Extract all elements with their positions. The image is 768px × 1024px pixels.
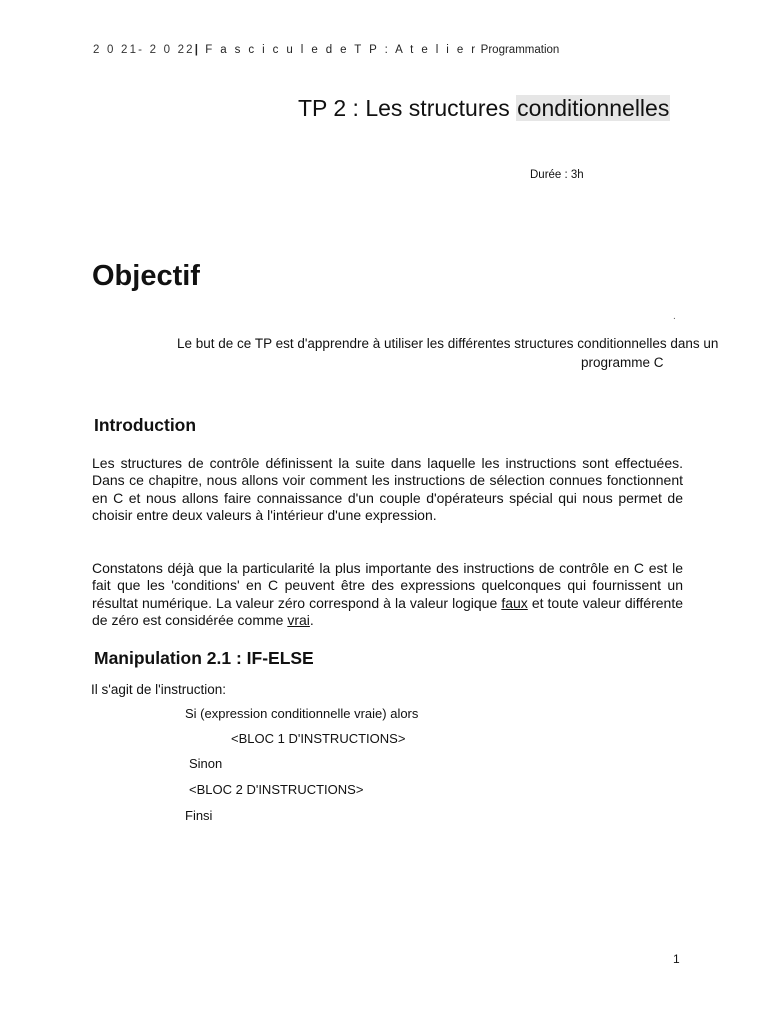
header-separator: |: [194, 44, 198, 56]
running-header: [93, 44, 559, 56]
introduction-paragraph-2: [92, 560, 683, 629]
objective-text-line2: programme C: [581, 355, 664, 370]
page-title: [298, 95, 670, 122]
paragraph2-text-b: et toute valeur différente de zéro est considérée comme: [92, 594, 684, 628]
pseudocode-line-finsi: Finsi: [185, 808, 213, 823]
manipulation-heading: Manipulation 2.1 : IF-ELSE: [94, 648, 314, 668]
introduction-heading: Introduction: [94, 415, 197, 435]
pseudocode-line-si: Si (expression conditionnelle vraie) alors: [185, 706, 419, 721]
objective-dot: .: [673, 311, 676, 322]
paragraph2-text-c: .: [309, 611, 314, 628]
header-year: 2 0 21- 2 0 22: [93, 44, 195, 56]
introduction-paragraph-1: Les structures de contrôle définissent la suite dans laquelle les instructions sont effectuées. Dans ce chapitre, nous allons voir comment les instructions de sélection connues fonctionnent en C et nous allons faire connaissance d'un couple d'opérateurs spécial qui nous permet de choisir entre deux valeurs à l'intérieur d'une expression.: [92, 455, 683, 523]
page-title-prefix: TP 2 : Les structures: [298, 95, 510, 121]
objective-text-line1: Le but de ce TP est d'apprendre à utiliser les différentes structures conditionnelles dans un: [177, 336, 719, 351]
pseudocode-line-bloc2: <BLOC 2 D'INSTRUCTIONS>: [189, 782, 364, 797]
paragraph2-text-a: Constatons déjà que la particularité la plus importante des instructions de contrôle en C est le fait que les 'conditions' en C peuvent être des expressions quelconques qui fournissent un résultat numérique. La valeur zéro correspond à la valeur logique: [92, 560, 683, 611]
page-title-highlight: conditionnelles: [517, 95, 670, 121]
manipulation-intro: Il s'agit de l'instruction:: [91, 682, 226, 697]
faux-underlined: faux: [501, 594, 528, 611]
duration-label: Durée : 3h: [530, 169, 584, 181]
pseudocode-line-bloc1: <BLOC 1 D'INSTRUCTIONS>: [231, 731, 406, 746]
pseudocode-line-sinon: Sinon: [189, 756, 223, 771]
header-title-rest: Programmation: [480, 44, 560, 56]
vrai-underlined: vrai: [287, 611, 310, 628]
page-number: 1: [673, 952, 680, 966]
header-title: F a s c i c u l e d e T P : A t e l i e r: [205, 44, 478, 56]
objective-heading: Objectif: [92, 260, 200, 292]
